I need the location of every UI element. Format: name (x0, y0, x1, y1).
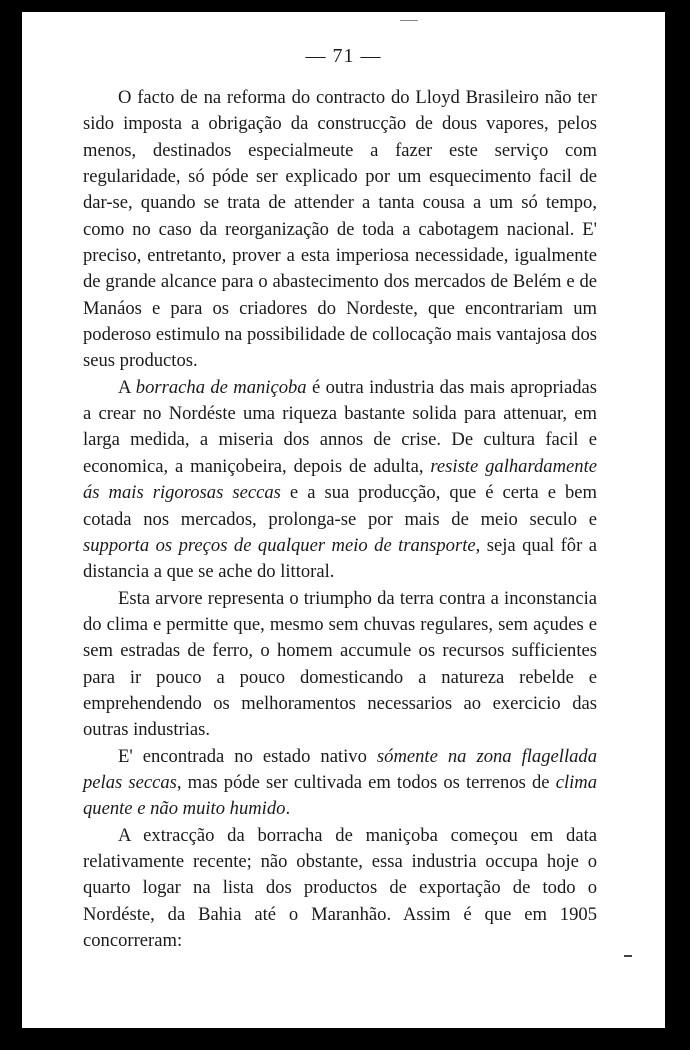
text-run: é outra industria das mais apropriadas a crear no Nordéste uma riqueza bastante solida para attenuar, em larga medida, a miseria dos annos de crise. De cultura facil e economica, a maniçobeira, depois de adulta, (83, 376, 597, 477)
italic-run: borracha de maniçoba (135, 376, 307, 398)
book-page (22, 12, 665, 1028)
text-run: A (118, 376, 136, 398)
body-text (83, 85, 597, 954)
paragraph-lloyd (83, 85, 597, 375)
italic-run: sómente na zona flagellada pelas seccas (83, 745, 597, 793)
text-run: e a sua producção, que é certa e bem cotada nos mercados, prolonga-se por mais de meio seculo e (83, 482, 597, 530)
italic-run: supporta os preços de qualquer meio de transporte (83, 534, 476, 556)
text-run: , mas póde ser cultivada em todos os terrenos de (176, 771, 556, 793)
italic-run: clima quente e não muito humido (83, 771, 597, 820)
text-run: A extracção da borracha de maniçoba começou em data relativamente recente; não obstante, essa industria occupa hoje o quarto logar na lista dos productos de exportação de todo o Nordéste, da Bahia até o Maranhão. Assim é que em 1905 concorreram: (83, 824, 597, 951)
text-run: E' encontrada no estado nativo (118, 745, 377, 767)
margin-dash-mark (624, 955, 632, 957)
paragraph-extraccao (83, 823, 597, 955)
text-run: , seja qual fôr a distancia a que se ache do littoral. (83, 534, 597, 583)
print-mark-top (400, 20, 418, 21)
text-run: O facto de na reforma do contracto do Lloyd Brasileiro não ter sido imposta a obrigação da construcção de dous vapores, pelos menos, destinados especialmeute a fazer este serviço com regularidade, só póde ser explicado por um esquecimento facil de dar-se, quando se trata de attender a tanta cousa a um só tempo, como no caso da reorganização de toda a cabotagem nacional. E' preciso, entretanto, prover a esta imperiosa necessidade, igualmente de grande alcance para o abastecimento dos mercados de Belém e de Manáos e para os criadores do Nordeste, que encontrariam um poderoso estimulo na possibilidade de collocação mais vantajosa dos seus productos. (83, 87, 597, 372)
paragraph-estado-nativo (83, 744, 597, 823)
page-number: — 71 — (305, 45, 382, 67)
text-run: Esta arvore representa o triumpho da terra contra a inconstancia do clima e permitte que, mesmo sem chuvas regulares, sem açudes e sem estradas de ferro, o homem accumule os recursos sufficientes para ir pouco a pouco domesticando a natureza rebelde e emprehendendo os melhoramentos necessarios ao exercicio das outras industrias. (83, 587, 597, 741)
text-run: . (285, 798, 291, 820)
paragraph-borracha-manicoba (83, 375, 597, 586)
paragraph-arvore (83, 586, 597, 744)
italic-run: resiste galhardamente ás mais rigorosas seccas (83, 455, 597, 504)
